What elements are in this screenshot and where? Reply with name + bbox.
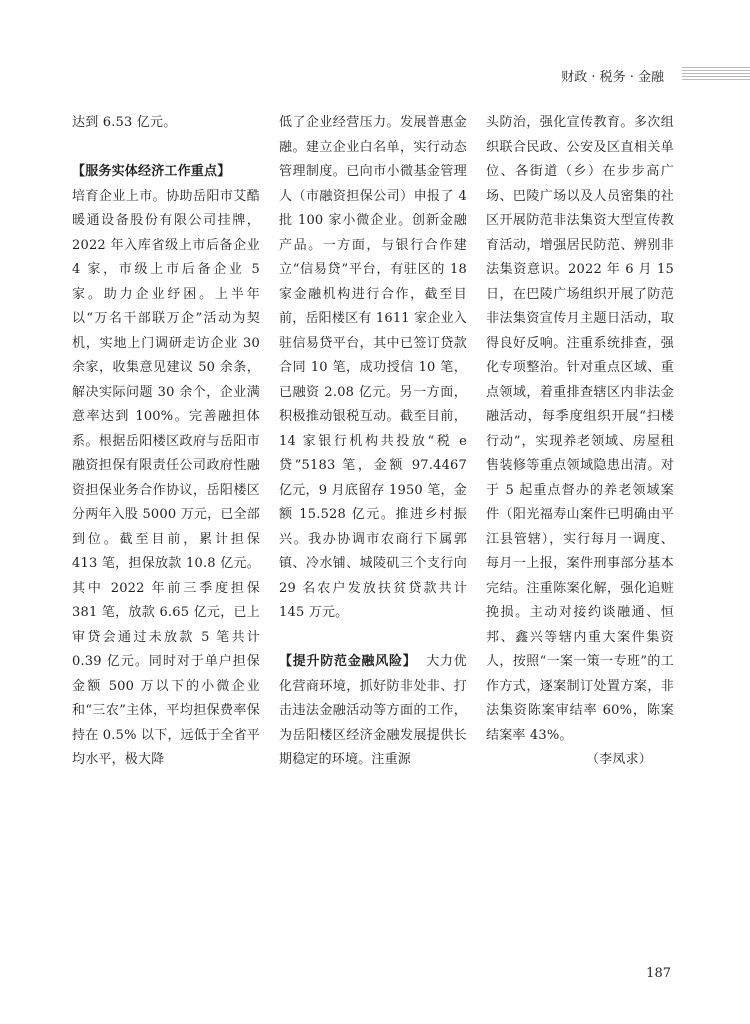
- paragraph-with-heading: [279, 650, 467, 773]
- paragraph: 低了企业经营压力。发展普惠金融。建立企业白名单，实行动态管理制度。已向市小微基金管理人（市融资担保公司）申报了 4 批 100 家小微企业。创新金融产品。一方面，与银行合作建立“信易贷”平台，有驻区的 18 家金融机构进行合作，截至目前，岳阳楼区有 1611 家企业入驻信易贷平台，其中已签订贷款合同 10 笔，成功授信 10 笔，已融资 2.08 亿元。另一方面，积极推动银税互动。截至目前，14 家银行机构共投放“税 e 贷”5183 笔，金额 97.4467 亿元，9 月底留存 1950 笔，金额 15.528 亿元。推进乡村振兴。我办协调市农商行下属郭镇、冷水铺、城陵矶三个支行向 29 名农户发放扶贫贷款共计 145 万元。: [279, 115, 467, 620]
- paragraph: 头防治，强化宣传教育。多次组织联合民政、公安及区直相关单位、各街道（乡）在步步高广场、巴陵广场以及人员密集的社区开展防范非法集资大型宣传教育活动，增强居民防范、辨别非法集资意识。2022 年 6 月 15 日，在巴陵广场组织开展了防范非法集资宣传月主题日活动，取得良好反响。注重系统排查，强化专项整治。针对重点区域、重点领域，着重排查辖区内非法金融活动，每季度组织开展“扫楼行动”，实现养老领域、房屋租售装修等重点领域隐患出清。对于 5 起重点督办的养老领域案件（阳光福寿山案件已明确由平江县管辖），实行每月一调度、每月一上报，案件刑事部分基本完结。注重陈案化解，强化追赃挽损。主动对接约谈融通、恒邦、鑫兴等辖内重大案件集资人，按照“一案一策一专班”的工作方式，逐案制订处置方案，非法集资陈案审结率 60%，陈案结案率 43%。: [486, 115, 674, 743]
- page-number: 187: [646, 966, 671, 981]
- text-column-1: [72, 111, 260, 773]
- section-heading-service-economy: 【服务实体经济工作重点】: [72, 164, 231, 179]
- paragraph: 培育企业上市。协助岳阳市艾酷暖通设备股份有限公司挂牌，2022 年入库省级上市后备企业 4 家，市级上市后备企业 5 家。助力企业纾困。上半年以“万名干部联万企”活动为契机，实地上门调研走访企业 30 余家，收集意见建议 50 余条，解决实际问题 30 余个，企业满意率达到 100%。完善融担体系。根据岳阳楼区政府与岳阳市融资担保有限责任公司政府性融资担保业务合作协议，岳阳楼区分两年入股 5000 万元，已全部到位。截至目前，累计担保 413 笔，担保放款 10.8 亿元。其中 2022 年前三季度担保 381 笔，放款 6.65 亿元，已上审贷会通过未放款 5 笔共计 0.39 亿元。同时对于单户担保金额 500 万以下的小微企业和“三农”主体，平均担保费率保持在 0.5% 以下，远低于全省平均水平，极大降: [72, 188, 260, 767]
- text-column-2: [279, 111, 467, 773]
- section-label: 财政 · 税务 · 金融: [561, 70, 664, 85]
- author-credit: （李凤求）: [585, 752, 652, 767]
- paragraph: 达到 6.53 亿元。: [72, 115, 177, 130]
- header-decoration: [682, 67, 750, 81]
- text-column-3: [486, 111, 674, 773]
- section-heading-financial-risk: 【提升防范金融风险】: [279, 654, 417, 669]
- paragraph-text: 大力优化营商环境，抓好防非处非、打击违法金融活动等方面的工作，为岳阳楼区经济金融发展提供长期稳定的环境。注重源: [279, 654, 467, 767]
